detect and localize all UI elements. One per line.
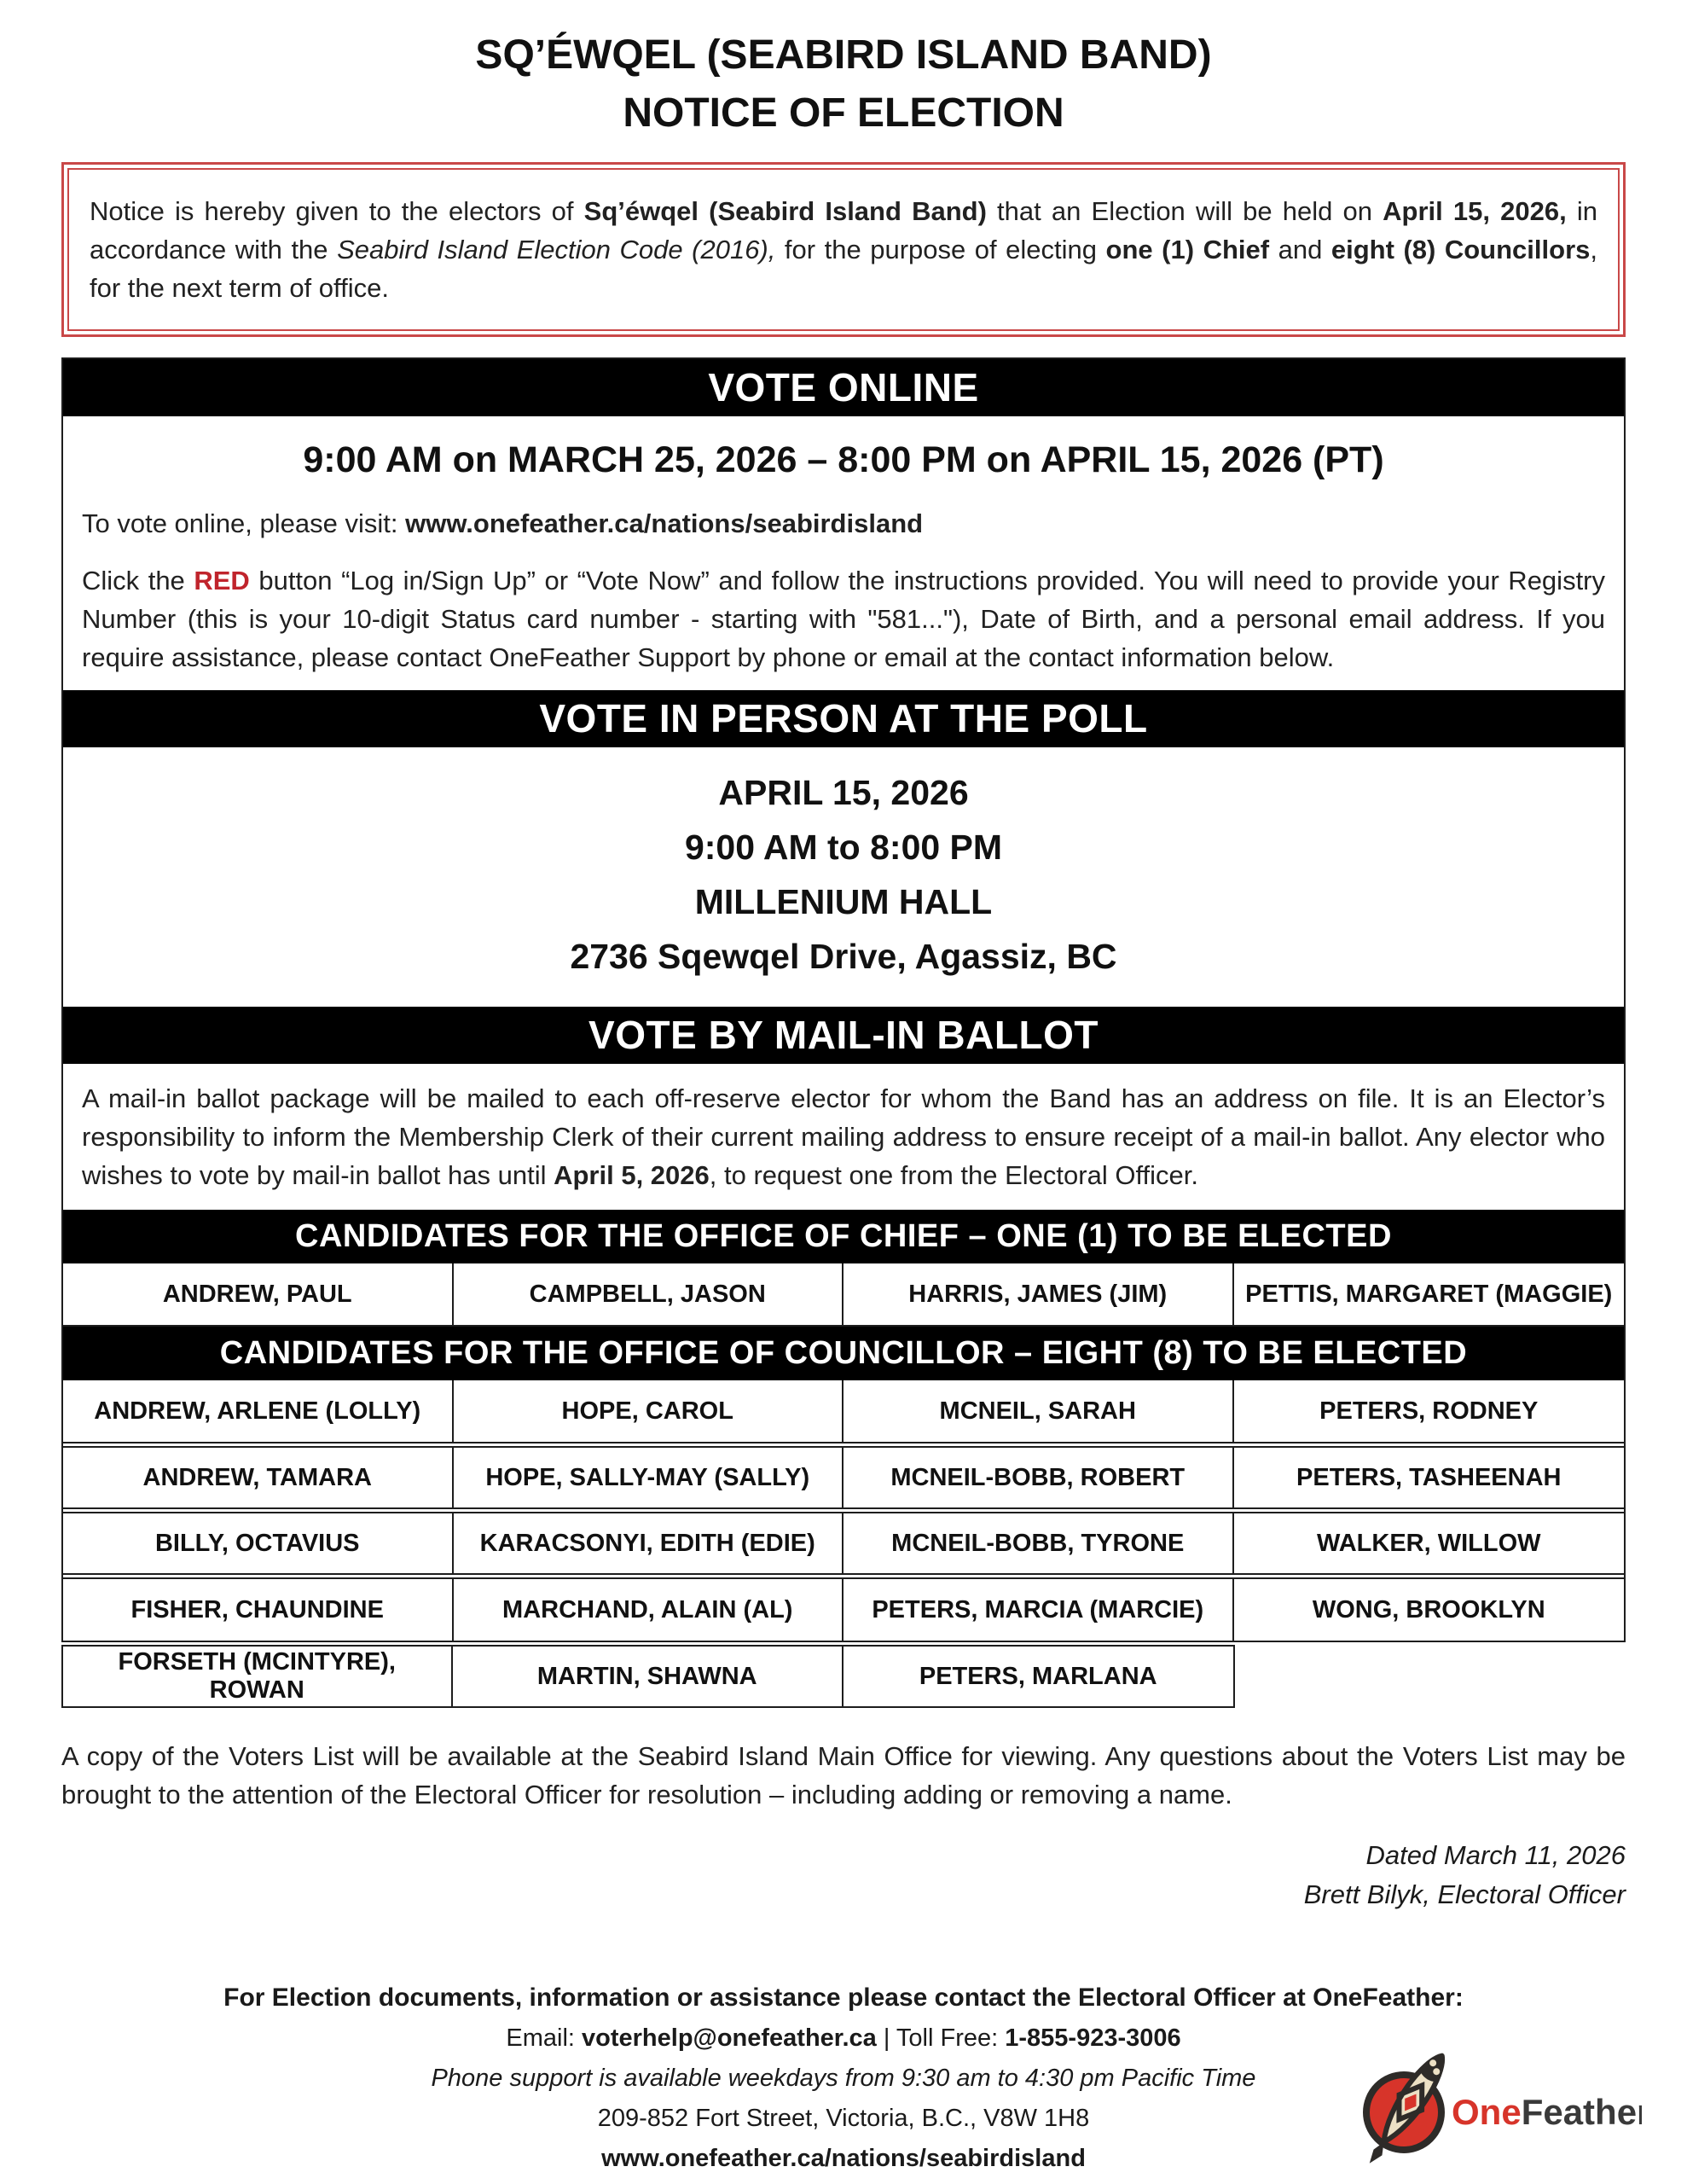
candidate-cell: WONG, BROOKLYN [1234,1577,1625,1641]
logo-text-one: OneFeather [1452,2092,1642,2132]
online-instructions [82,561,1605,677]
signature-date: Dated March 11, 2026 [1365,1840,1626,1870]
footer-website-link[interactable]: www.onefeather.ca/nations/seabirdisland [601,2145,1086,2172]
candidate-cell: FORSETH (MCINTYRE), ROWAN [61,1645,453,1708]
footer-contact-heading: For Election documents, information or assistance please contact the Electoral Officer at OneFeather: [223,1984,1464,2012]
online-voting-hours: 9:00 AM on MARCH 25, 2026 – 8:00 PM on APRIL 15, 2026 (PT) [303,439,1384,480]
section-header-vote-in-person: VOTE IN PERSON AT THE POLL [63,690,1624,747]
text-run: one (1) Chief [1105,235,1270,264]
text-run: April 15, 2026, [1383,196,1567,226]
candidate-cell: PETERS, MARCIA (MARCIE) [844,1577,1234,1641]
election-info-table [61,357,1626,1642]
footer-address-line: 209-852 Fort Street, Victoria, B.C., V8W 1H8 [597,2105,1090,2132]
online-voting-url[interactable]: www.onefeather.ca/nations/seabirdisland [405,508,924,538]
councillor-candidates-last-row [61,1645,1626,1708]
onefeather-logo-graphic [1348,2032,1642,2177]
text-run: | Toll Free: [876,2024,1006,2052]
candidate-cell: PETTIS, MARGARET (MAGGIE) [1234,1263,1625,1327]
text-run: A mail-in ballot package will be mailed to each off-reserve elector for whom the Band has an address on file. It is an Elector’s responsibility to inform the Membership Clerk of their current mailing address to ensure receipt of a mail-in ballot. Any elector who wishes to vote by mail-in ballot has until [82,1083,1605,1190]
text-run: , for the next term of office. [90,235,1598,303]
text-run: Seabird Island Election Code (2016), [337,235,776,264]
candidate-cell: MARCHAND, ALAIN (AL) [454,1577,844,1641]
candidate-cell: FISHER, CHAUNDINE [63,1577,454,1641]
notice-box-text [67,168,1620,331]
online-visit-line [82,505,1605,543]
footer-phone-support-line: Phone support is available weekdays from 9:30 am to 4:30 pm Pacific Time [431,2065,1256,2092]
candidate-cell: MCNEIL-BOBB, ROBERT [844,1446,1234,1509]
candidate-cell: MCNEIL, SARAH [844,1380,1234,1443]
page-title-band-name: SQ’ÉWQEL (SEABIRD ISLAND BAND) [475,32,1212,78]
councillor-candidates-grid [63,1380,1624,1641]
text-run: for the purpose of electing [775,235,1106,264]
signature-officer: Brett Bilyk, Electoral Officer [1303,1879,1626,1909]
text-run: RED [194,566,250,595]
candidate-cell: PETERS, RODNEY [1234,1380,1625,1443]
text-run: Notice is hereby given to the electors of [90,196,584,226]
text-run: that an Election will be held on [986,196,1383,226]
text-run: Click the [82,566,194,595]
candidate-cell: HARRIS, JAMES (JIM) [844,1263,1234,1327]
candidate-cell: ANDREW, ARLENE (LOLLY) [63,1380,454,1443]
candidate-cell: KARACSONYI, EDITH (EDIE) [454,1512,844,1575]
text-run: in accordance with the [90,196,1597,264]
section-vote-in-person [63,747,1624,1007]
text-run: and [1269,235,1331,264]
chief-candidates-row [63,1263,1624,1327]
section-vote-online [63,416,1624,690]
candidate-cell: MCNEIL-BOBB, TYRONE [844,1512,1234,1575]
text-run: eight (8) Councillors [1330,235,1591,264]
candidate-cell: PETERS, MARLANA [844,1645,1235,1708]
candidate-cell: MARTIN, SHAWNA [453,1645,844,1708]
support-email-link[interactable]: voterhelp@onefeather.ca [582,2024,877,2052]
candidate-cell: ANDREW, PAUL [63,1263,454,1327]
candidate-cell: HOPE, SALLY-MAY (SALLY) [454,1446,844,1509]
empty-cell [1235,1645,1626,1708]
candidate-cell: PETERS, TASHEENAH [1234,1446,1625,1509]
candidate-cell: ANDREW, TAMARA [63,1446,454,1509]
text-run: Sq’éwqel (Seabird Island Band) [583,196,987,226]
section-header-chief-candidates: CANDIDATES FOR THE OFFICE OF CHIEF – ONE (1) TO BE ELECTED [63,1210,1624,1263]
section-header-vote-online: VOTE ONLINE [63,359,1624,416]
notice-box [61,162,1626,337]
poll-venue: MILLENIUM HALL [694,882,993,921]
onefeather-logo [1348,2032,1642,2177]
candidate-cell: WALKER, WILLOW [1234,1512,1625,1575]
poll-address: 2736 Sqewqel Drive, Agassiz, BC [570,937,1117,976]
signature-block [61,1836,1626,1914]
candidate-cell: BILLY, OCTAVIUS [63,1512,454,1575]
candidate-cell: HOPE, CAROL [454,1380,844,1443]
voters-list-note: A copy of the Voters List will be available at the Seabird Island Main Office for viewing. Any questions about the Voters List may be brought to the attention of the Electoral Officer for resolution – including adding or removing a name. [61,1741,1626,1809]
candidate-cell: CAMPBELL, JASON [454,1263,844,1327]
toll-free-number[interactable]: 1-855-923-3006 [1005,2024,1181,2052]
section-header-mail-in: VOTE BY MAIL-IN BALLOT [63,1007,1624,1064]
text-run: April 5, 2026 [554,1160,710,1190]
section-header-councillor-candidates: CANDIDATES FOR THE OFFICE OF COUNCILLOR – EIGHT (8) TO BE ELECTED [63,1327,1624,1380]
poll-hours: 9:00 AM to 8:00 PM [684,828,1003,867]
text-run: , to request one from the Electoral Officer. [709,1160,1198,1190]
text-run: button “Log in/Sign Up” or “Vote Now” and follow the instructions provided. You will need to provide your Registry Number (this is your 10-digit Status card number - starting with "581..."), Date of Birth, and a personal email address. If you require assistance, please contact OneFeather Support by phone or email at the contact information below. [82,566,1605,672]
poll-date: APRIL 15, 2026 [718,773,969,812]
text-run: To vote online, please visit: [82,508,406,538]
page-title-notice: NOTICE OF ELECTION [623,90,1064,136]
section-mail-in-text [63,1064,1624,1210]
text-run: Email: [506,2024,583,2052]
